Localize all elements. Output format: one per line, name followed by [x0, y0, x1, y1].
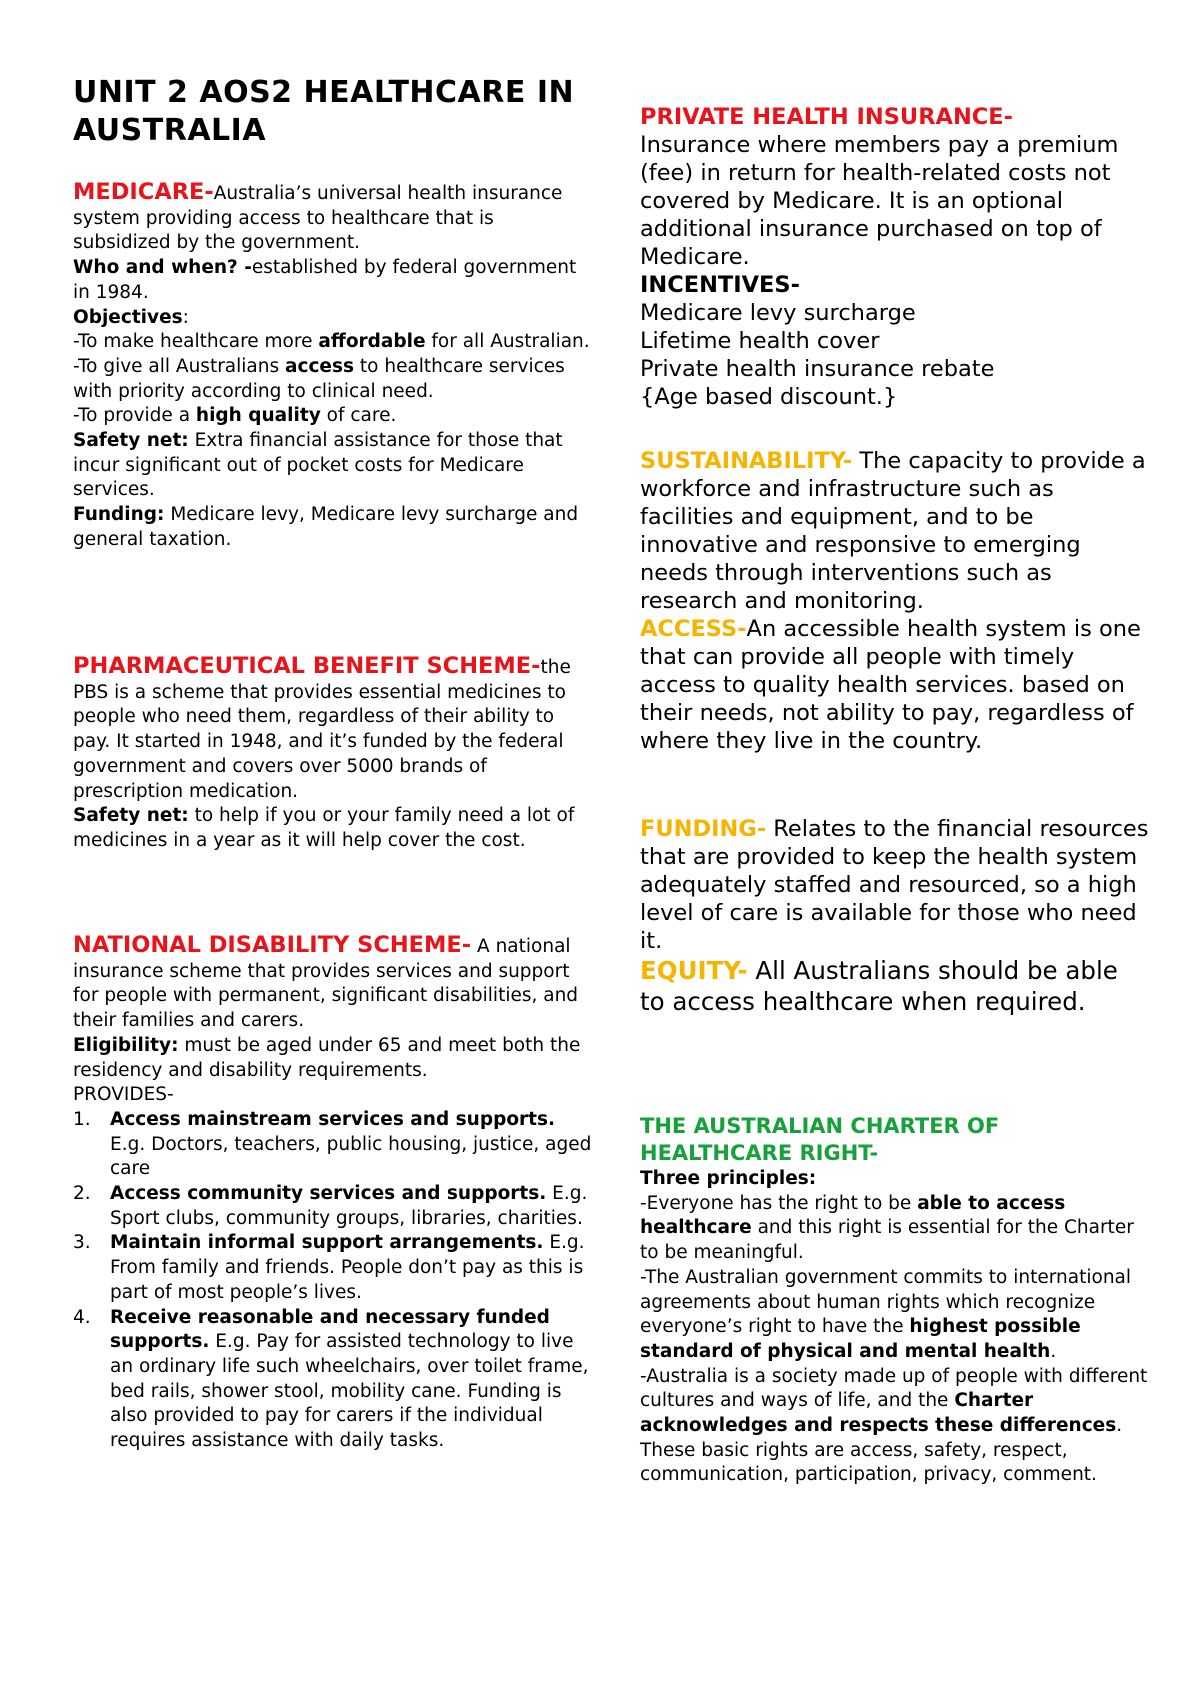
list-item: 3. Maintain informal support arrangements. E.g. From family and friends. People don’t pay as this is part of most people’s lives.	[73, 1232, 585, 1303]
sustainability-access-section	[640, 447, 1150, 755]
page-title: UNIT 2 AOS2 HEALTHCARE IN AUSTRALIA	[73, 75, 575, 148]
charter-heading: THE AUSTRALIAN CHARTER OF HEALTHCARE RIGHT-	[640, 1114, 1000, 1165]
list-item: 4. Receive reasonable and necessary funded supports. E.g. Pay for assisted technology to live an ordinary life such wheelchairs, over toilet frame, bed rails, shower stool, mobility cane. Funding is also provided to pay for carers if the individual requires assistance with daily tasks.	[73, 1306, 589, 1452]
list-item: 1. Access mainstream services and supports. E.g. Doctors, teachers, public housing, justice, aged care	[73, 1108, 592, 1180]
pbs-section	[73, 654, 593, 854]
ndis-section	[73, 933, 593, 1454]
medicare-heading: MEDICARE-	[73, 179, 214, 205]
medicare-funding: Funding: Medicare levy, Medicare levy surcharge and general taxation.	[73, 504, 579, 550]
phi-section	[640, 103, 1150, 411]
charter-principles-label: Three principles:	[640, 1168, 817, 1189]
phi-incentive: {Age based discount.}	[640, 384, 898, 410]
pbs-text: PHARMACEUTICAL BENEFIT SCHEME-the PBS is a scheme that provides essential medicines to people who need them, regardless of their ability to pay. It started in 1948, and it’s funded by the federal government and covers over 5000 brands of prescription medication.	[73, 653, 571, 802]
medicare-objectives-label: Objectives:	[73, 306, 189, 328]
phi-heading: PRIVATE HEALTH INSURANCE-	[640, 104, 1013, 130]
list-item: 2. Access community services and supports. E.g. Sport clubs, community groups, libraries, charities.	[73, 1183, 588, 1229]
ndis-text: NATIONAL DISABILITY SCHEME- A national insurance scheme that provides services and support for people with permanent, significant disabilities, and their families and carers.	[73, 932, 579, 1032]
charter-principle-1: -Everyone has the right to be able to access healthcare and this right is essential for the Charter to be meaningful.	[640, 1192, 1134, 1264]
ndis-eligibility: Eligibility: must be aged under 65 and meet both the residency and disability requirements.	[73, 1034, 581, 1081]
phi-incentive: Medicare levy surcharge	[640, 300, 916, 326]
funding-heading: FUNDING-	[640, 816, 767, 842]
charter-principle-2: -The Australian government commits to international agreements about human rights which recognize everyone’s right to have the highest possible standard of physical and mental health.	[640, 1266, 1132, 1362]
phi-incentive: Lifetime health cover	[640, 328, 880, 354]
medicare-objective-3: -To provide a high quality of care.	[73, 405, 397, 427]
medicare-section	[73, 180, 593, 553]
access-heading: ACCESS-	[640, 616, 747, 642]
phi-incentive: Private health insurance rebate	[640, 356, 995, 382]
medicare-safety-net: Safety net: Extra financial assistance for those that incur significant out of pocket costs for Medicare services.	[73, 430, 563, 501]
phi-incentives-label: INCENTIVES-	[640, 272, 800, 298]
charter-rights: These basic rights are access, safety, respect, communication, participation, privacy, comment.	[640, 1439, 1097, 1486]
phi-text: Insurance where members pay a premium (fee) in return for health-related costs not covered by Medicare. It is an optional additional insurance purchased on top of Medicare.	[640, 132, 1119, 270]
equity-heading: EQUITY-	[640, 956, 748, 985]
pbs-heading: PHARMACEUTICAL BENEFIT SCHEME-	[73, 653, 541, 679]
sustainability-text: SUSTAINABILITY- The capacity to provide a workforce and infrastructure such as facilities and equipment, and to be innovative and responsive to emerging needs through interventions such as research and monitoring.	[640, 448, 1146, 614]
sustainability-heading: SUSTAINABILITY-	[640, 448, 853, 474]
ndis-heading: NATIONAL DISABILITY SCHEME-	[73, 932, 472, 958]
medicare-objective-1: -To make healthcare more affordable for all Australian.	[73, 331, 590, 353]
medicare-intro: MEDICARE-Australia’s universal health insurance system providing access to healthcare that is subsidized by the government.	[73, 179, 563, 254]
funding-equity-section	[640, 815, 1150, 1017]
ndis-provides-list	[73, 1108, 593, 1454]
charter-principle-3: -Australia is a society made up of people with different cultures and ways of life, and the Charter acknowledges and respects these differences.	[640, 1365, 1148, 1437]
medicare-objective-2: -To give all Australians access to healthcare services with priority according to clinical need.	[73, 355, 565, 402]
access-text: ACCESS-An accessible health system is one that can provide all people with timely access to quality health services. based on their needs, not ability to pay, regardless of where they live in the country.	[640, 616, 1141, 754]
ndis-provides-label: PROVIDES-	[73, 1084, 174, 1106]
equity-text: EQUITY- All Australians should be able to access healthcare when required.	[640, 956, 1118, 1016]
medicare-who: Who and when? -established by federal government in 1984.	[73, 257, 577, 303]
funding-text: FUNDING- Relates to the financial resources that are provided to keep the health system adequately staffed and resourced, so a high level of care is available for those who need it.	[640, 816, 1149, 954]
charter-section	[640, 1113, 1150, 1488]
pbs-safety-net: Safety net: to help if you or your family need a lot of medicines in a year as it will help cover the cost.	[73, 805, 575, 851]
